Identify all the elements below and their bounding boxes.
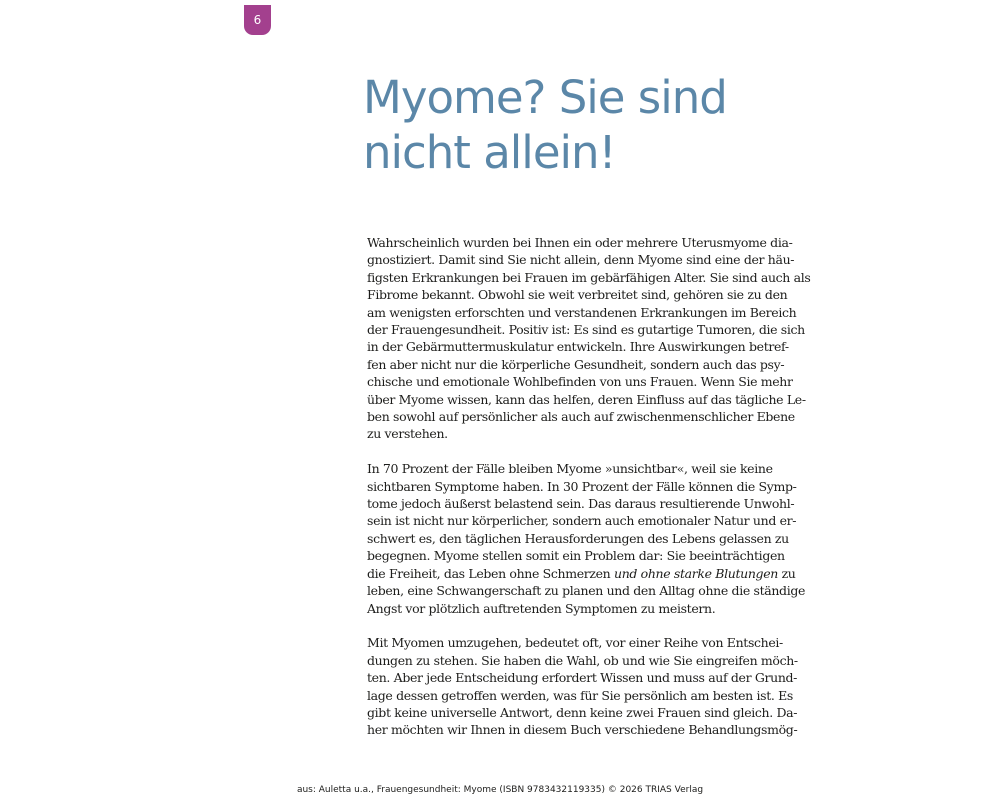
- text-line: Angst vor plötzlich auftretenden Symptomen zu meistern.: [367, 600, 716, 616]
- source-footer: aus: Auletta u.a., Frauengesundheit: Myome (ISBN 9783432119335) © 2026 TRIAS Verlag: [296, 785, 704, 795]
- chapter-title: [363, 70, 833, 180]
- emphasis-text: und ohne starke Blutungen: [614, 565, 778, 581]
- text-line: dungen zu stehen. Sie haben die Wahl, ob und wie Sie eingreifen möch-: [367, 652, 798, 668]
- page-number: 6: [253, 13, 262, 27]
- text-line: Fibrome bekannt. Obwohl sie weit verbreitet sind, gehören sie zu den: [367, 287, 788, 303]
- paragraph-2: [367, 460, 806, 617]
- paragraph-3: [367, 634, 798, 738]
- text-line: am wenigsten erforschten und verstandenen Erkrankungen im Bereich: [367, 304, 797, 320]
- paragraph-gap: [367, 443, 770, 460]
- text-line: leben, eine Schwangerschaft zu planen und den Alltag ohne die ständige: [367, 583, 806, 599]
- chapter-title-line-2: nicht allein!: [363, 126, 616, 179]
- text-line: gibt keine universelle Antwort, denn keine zwei Frauen sind gleich. Da-: [367, 704, 798, 720]
- text-line: sein ist nicht nur körperlicher, sondern auch emotionaler Natur und er-: [367, 513, 797, 529]
- chapter-title-line-1: Myome? Sie sind: [363, 71, 727, 124]
- text-line: figsten Erkrankungen bei Frauen im gebärfähigen Alter. Sie sind auch als: [367, 269, 811, 285]
- text-line: über Myome wissen, kann das helfen, deren Einfluss auf das tägliche Le-: [367, 391, 806, 407]
- text-segment: die Freiheit, das Leben ohne Schmerzen: [367, 565, 614, 581]
- text-line: chische und emotionale Wohlbefinden von uns Frauen. Wenn Sie mehr: [367, 374, 793, 390]
- text-line: ben sowohl auf persönlicher als auch auf zwischenmenschlicher Ebene: [367, 409, 795, 425]
- paragraph-1: [367, 234, 811, 443]
- text-line: sichtbaren Symptome haben. In 30 Prozent der Fälle können die Symp-: [367, 478, 797, 494]
- text-line: Mit Myomen umzugehen, bedeutet oft, vor einer Reihe von Entschei-: [367, 635, 783, 651]
- text-line: In 70 Prozent der Fälle bleiben Myome »unsichtbar«, weil sie keine: [367, 461, 773, 477]
- text-line: zu verstehen.: [367, 426, 448, 442]
- text-line: begegnen. Myome stellen somit ein Problem dar: Sie beeinträchtigen: [367, 548, 785, 564]
- text-line: ten. Aber jede Entscheidung erfordert Wissen und muss auf der Grund-: [367, 670, 798, 686]
- text-line: Wahrscheinlich wurden bei Ihnen ein oder mehrere Uterusmyome dia-: [367, 235, 793, 250]
- text-line: der Frauengesundheit. Positiv ist: Es sind es gutartige Tumoren, die sich: [367, 322, 805, 338]
- text-line: lage dessen getroffen werden, was für Sie persönlich am besten ist. Es: [367, 687, 793, 703]
- text-segment: zu: [777, 565, 796, 581]
- text-line: in der Gebärmuttermuskulatur entwickeln. Ihre Auswirkungen betref-: [367, 339, 789, 355]
- text-line: gnostiziert. Damit sind Sie nicht allein, denn Myome sind eine der häu-: [367, 252, 795, 268]
- text-line: tome jedoch äußerst belastend sein. Das daraus resultierende Unwohl-: [367, 496, 795, 512]
- text-line: schwert es, den täglichen Herausforderungen des Lebens gelassen zu: [367, 530, 789, 546]
- text-line: her möchten wir Ihnen in diesem Buch verschiedene Behandlungsmög-: [367, 722, 798, 738]
- page-number-badge: [244, 5, 271, 35]
- text-line: fen aber nicht nur die körperliche Gesundheit, sondern auch das psy-: [367, 356, 785, 372]
- body-text: [367, 234, 811, 739]
- text-line-with-emphasis: [367, 565, 796, 582]
- paragraph-gap: [367, 617, 770, 634]
